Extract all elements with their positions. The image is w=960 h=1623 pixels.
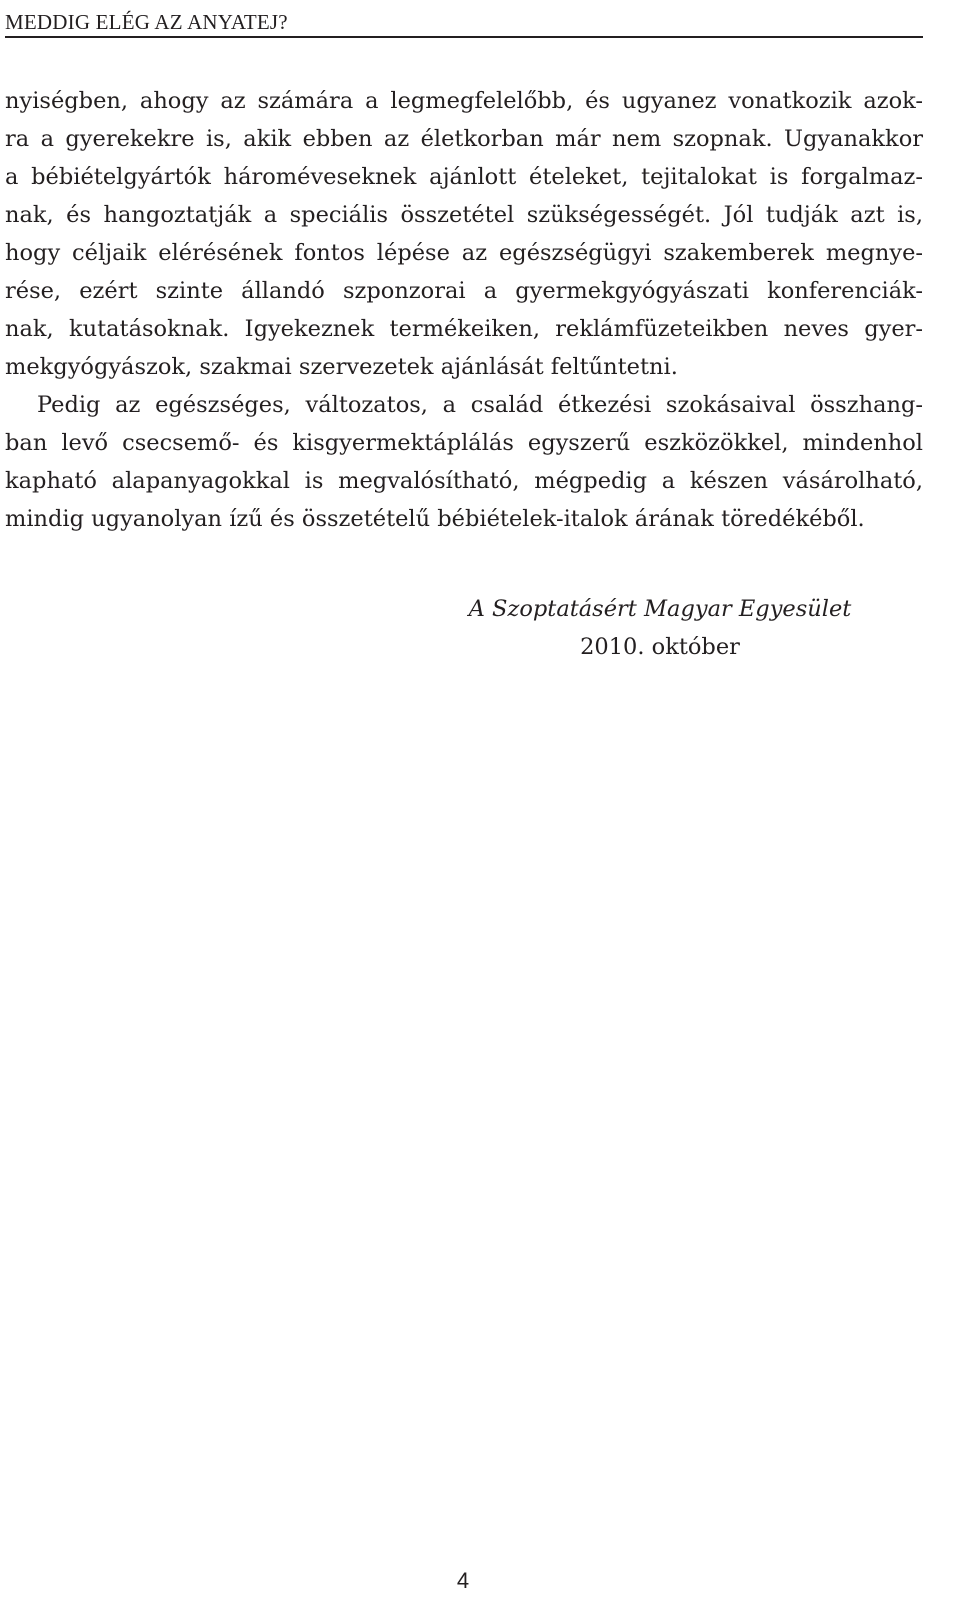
text-line: Pedig az egészséges, változatos, a család étkezési szokásaival összhang- — [37, 392, 923, 418]
signature-organization: A Szoptatásért Magyar Egyesület — [468, 596, 852, 622]
text-line: hogy céljaik elérésének fontos lépése az egészségügyi szakemberek megnye- — [5, 240, 923, 266]
paragraph — [5, 82, 923, 386]
text-line: ra a gyerekekre is, akik ebben az életkorban már nem szopnak. Ugyanakkor — [5, 126, 923, 152]
text-line: mekgyógyászok, szakmai szervezetek ajánlását feltűntetni. — [5, 354, 678, 380]
running-header — [5, 4, 923, 38]
text-line: nak, és hangoztatják a speciális összetétel szükségességét. Jól tudják azt is, — [5, 202, 923, 228]
body-text — [5, 82, 923, 538]
signature-date: 2010. október — [580, 634, 740, 660]
signature-block — [460, 590, 860, 666]
text-line: rése, ezért szinte állandó szponzorai a gyermekgyógyászati konferenciák- — [5, 278, 923, 304]
text-line: ban levő csecsemő- és kisgyermektáplálás egyszerű eszközökkel, mindenhol — [5, 430, 923, 456]
text-line: mindig ugyanolyan ízű és összetételű bébiételek-italok árának töredékéből. — [5, 506, 865, 532]
text-line: nak, kutatásoknak. Igyekeznek termékeiken, reklámfüzeteikben neves gyer- — [5, 316, 923, 342]
text-line: kapható alapanyagokkal is megvalósítható, mégpedig a készen vásárolható, — [5, 468, 923, 494]
text-line: a bébiételgyártók hároméveseknek ajánlott ételeket, tejitalokat is forgalmaz- — [5, 164, 923, 190]
page-number: 4 — [456, 1568, 470, 1593]
text-line: nyiségben, ahogy az számára a legmegfelelőbb, és ugyanez vonatkozik azok- — [5, 88, 923, 114]
running-header-title: MEDDIG ELÉG AZ ANYATEJ? — [5, 10, 288, 34]
paragraph — [5, 386, 923, 538]
